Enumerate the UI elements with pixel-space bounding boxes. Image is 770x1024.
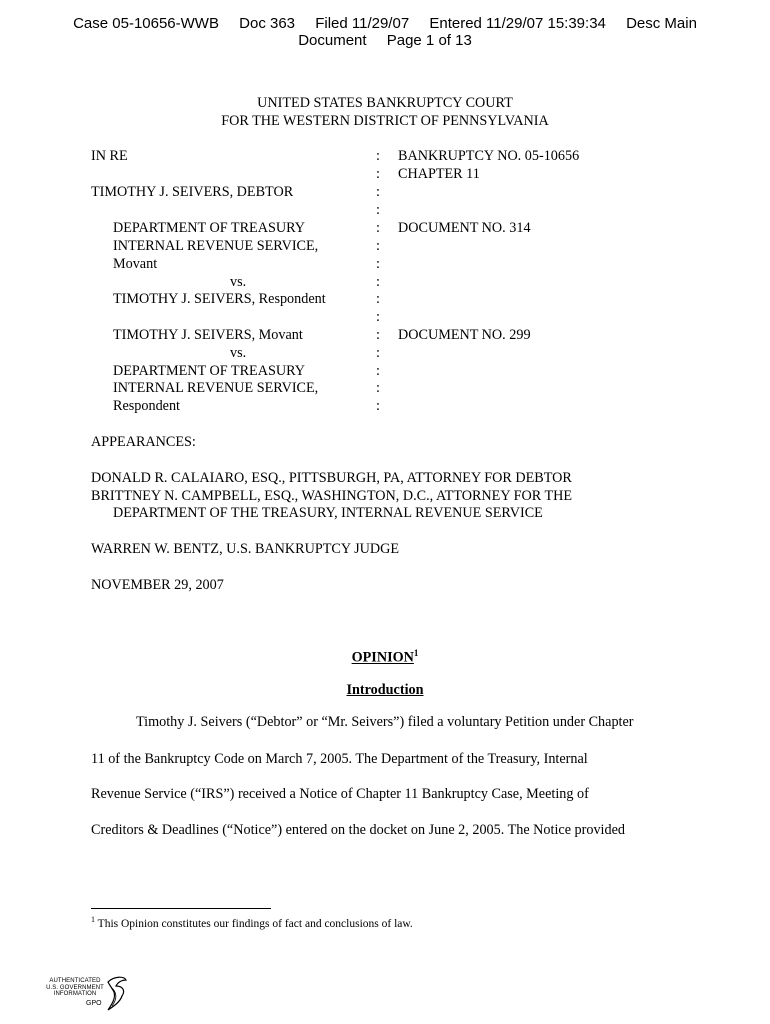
caption-colon: : [376, 166, 380, 182]
document-number-299: DOCUMENT NO. 299 [398, 327, 531, 343]
caption-colon: : [376, 363, 380, 379]
case-number: Case 05-10656-WWB [73, 15, 219, 32]
body-line-3: Revenue Service (“IRS”) received a Notice of Chapter 11 Bankruptcy Case, Meeting of [91, 786, 589, 802]
caption-colon: : [376, 398, 380, 414]
caption-colon: : [376, 184, 380, 200]
entered-date: Entered 11/29/07 15:39:34 [429, 15, 606, 32]
caption-colon: : [376, 256, 380, 272]
caption-colon: : [376, 309, 380, 325]
party2-line1: TIMOTHY J. SEIVERS, Movant [113, 327, 303, 343]
gpo-authenticated-logo [42, 974, 132, 1016]
logo-line-3: INFORMATION [53, 991, 97, 997]
page-indicator: Page 1 of 13 [386, 32, 472, 49]
logo-line-2: U.S. GOVERNMENT [46, 984, 104, 991]
footnote-ref: 1 [413, 648, 419, 658]
footnote-text: This Opinion constitutes our findings of fact and conclusions of law. [97, 917, 413, 930]
desc-main: Desc Main [626, 15, 697, 32]
bankruptcy-number: BANKRUPTCY NO. 05-10656 [398, 148, 580, 164]
opinion-date: NOVEMBER 29, 2007 [91, 577, 224, 593]
eagle-icon [42, 974, 132, 1016]
appearance-irs-attorney: BRITTNEY N. CAMPBELL, ESQ., WASHINGTON, D.C., ATTORNEY FOR THE [91, 488, 573, 504]
debtor-name: TIMOTHY J. SEIVERS, DEBTOR [91, 184, 294, 200]
versus-1: vs. [230, 274, 247, 290]
caption-colon: : [376, 345, 380, 361]
caption-colon: : [376, 238, 380, 254]
party2-line2: DEPARTMENT OF TREASURY [113, 363, 306, 379]
caption-colon: : [376, 202, 380, 218]
party1-line4: TIMOTHY J. SEIVERS, Respondent [113, 291, 326, 307]
party1-line3: Movant [113, 256, 158, 272]
filed-date: Filed 11/29/07 [315, 15, 410, 32]
body-line-4: Creditors & Deadlines (“Notice”) entered on the docket on June 2, 2005. The Notice provided [91, 822, 625, 838]
caption-colon: : [376, 327, 380, 343]
party2-line3: INTERNAL REVENUE SERVICE, [113, 380, 319, 396]
filing-header [0, 15, 770, 32]
caption-colon: : [376, 274, 380, 290]
filing-header-line2 [0, 32, 770, 49]
court-name: UNITED STATES BANKRUPTCY COURT [257, 95, 513, 111]
caption-colon: : [376, 291, 380, 307]
in-re: IN RE [91, 148, 128, 164]
versus-2: vs. [230, 345, 247, 361]
gpo-label: GPO [86, 1000, 102, 1007]
footnote [91, 915, 413, 930]
caption-colon: : [376, 148, 380, 164]
logo-line-1: AUTHENTICATED [49, 978, 101, 984]
caption-colon: : [376, 220, 380, 236]
chapter-number: CHAPTER 11 [398, 166, 480, 182]
appearances-heading: APPEARANCES: [91, 434, 196, 450]
party1-line1: DEPARTMENT OF TREASURY [113, 220, 306, 236]
introduction-heading: Introduction [346, 682, 424, 698]
opinion-title [0, 648, 770, 667]
doc-number: Doc 363 [239, 15, 296, 32]
footnote-number: 1 [91, 915, 95, 924]
judge-name: WARREN W. BENTZ, U.S. BANKRUPTCY JUDGE [91, 541, 400, 557]
section-heading [0, 682, 770, 699]
court-district: FOR THE WESTERN DISTRICT OF PENNSYLVANIA [221, 113, 549, 129]
appearance-irs-attorney-cont: DEPARTMENT OF THE TREASURY, INTERNAL REVENUE SERVICE [113, 505, 543, 521]
opinion-title-text: OPINION [351, 649, 414, 666]
party1-line2: INTERNAL REVENUE SERVICE, [113, 238, 319, 254]
caption-colon: : [376, 380, 380, 396]
body-line-1: Timothy J. Seivers (“Debtor” or “Mr. Seivers”) filed a voluntary Petition under Chapter [136, 714, 634, 730]
document-label: Document [298, 32, 367, 49]
party2-line4: Respondent [113, 398, 180, 414]
body-line-2: 11 of the Bankruptcy Code on March 7, 2005. The Department of the Treasury, Internal [91, 751, 588, 767]
footnote-separator [91, 908, 271, 909]
document-number-314: DOCUMENT NO. 314 [398, 220, 531, 236]
appearance-debtor-attorney: DONALD R. CALAIARO, ESQ., PITTSBURGH, PA, ATTORNEY FOR DEBTOR [91, 470, 572, 486]
